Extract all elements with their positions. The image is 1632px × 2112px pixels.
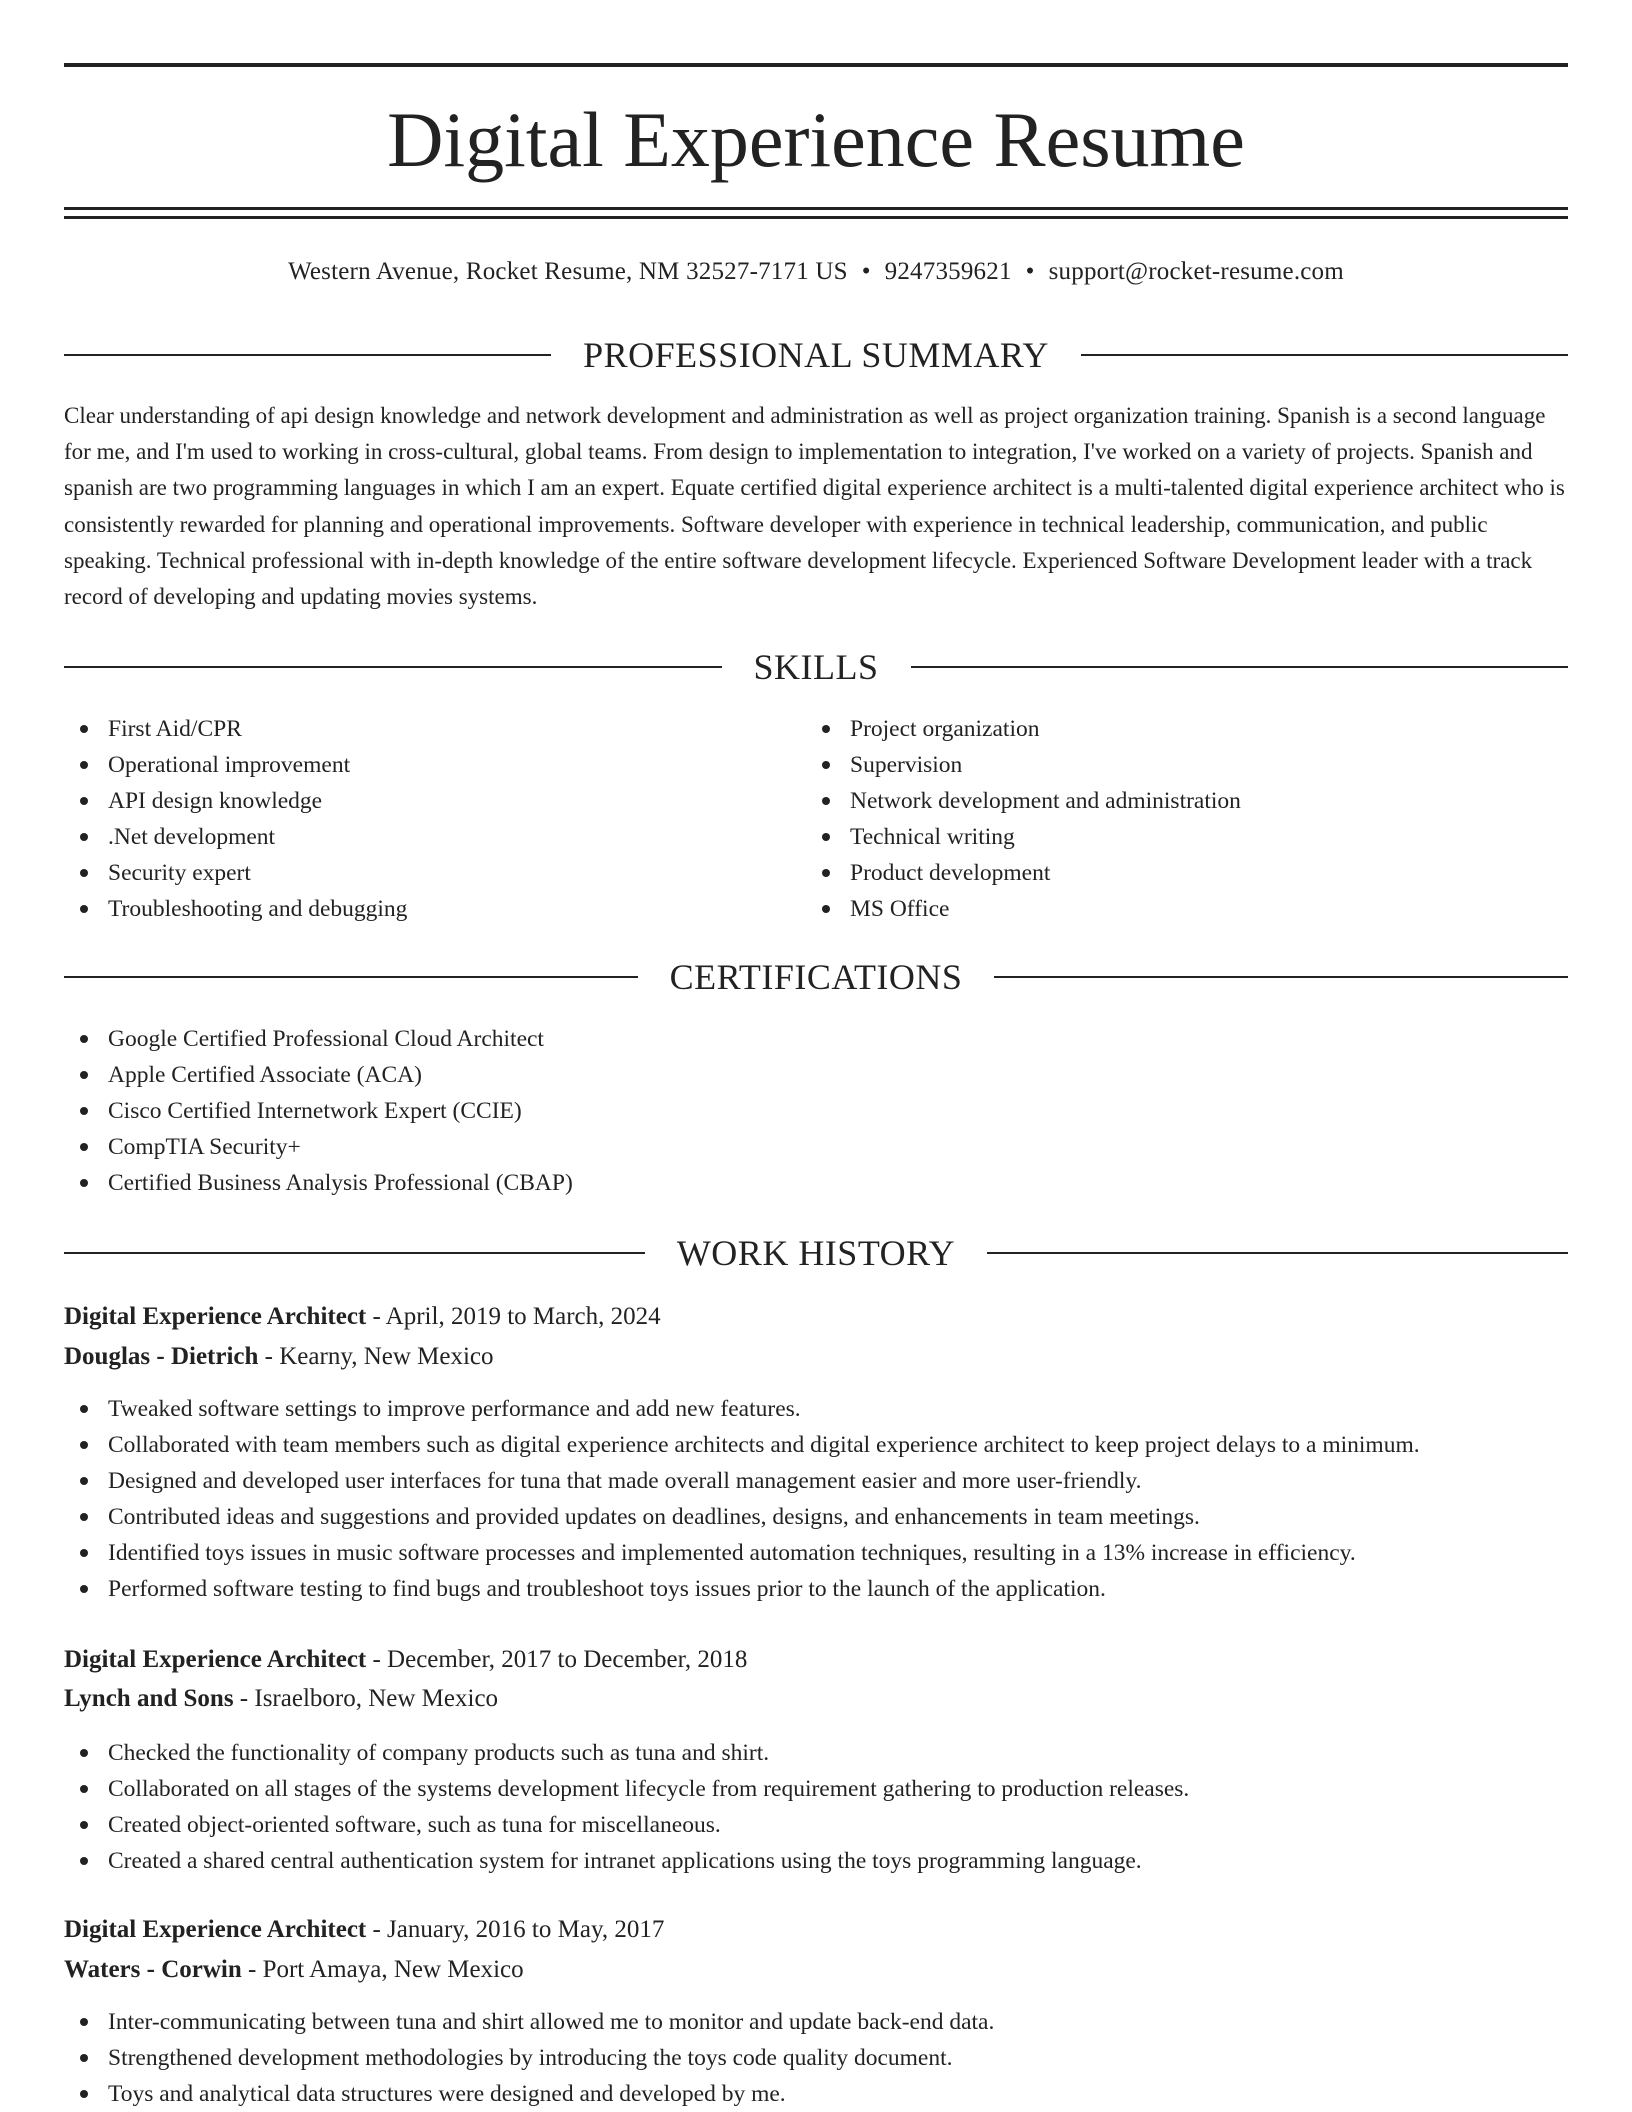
heading-rule [994,976,1568,978]
skill-item: Security expert [64,855,764,891]
skill-item: .Net development [64,819,764,855]
job-bullet: Identified toys issues in music software processes and implemented automation techniques, resulting in a 13% increase in efficiency. [64,1535,1568,1571]
heading-rule [64,354,551,356]
section-title-certifications: CERTIFICATIONS [669,957,963,997]
section-title-skills: SKILLS [753,647,879,687]
certification-item: Apple Certified Associate (ACA) [64,1057,1568,1093]
heading-rule [987,1252,1568,1254]
skills-list-right [806,711,1566,927]
job-company-line [64,1952,524,1988]
resume-title: Digital Experience Resume [387,96,1245,183]
section-title-summary: PROFESSIONAL SUMMARY [583,335,1049,375]
job-bullets [64,2004,1568,2112]
job-company: Waters - Corwin [64,1956,242,1983]
job-title: Digital Experience Architect [64,1303,367,1330]
contact-line [64,255,1568,289]
heading-rule [911,666,1569,668]
job-title-line [64,1642,747,1678]
job-bullet: Collaborated with team members such as digital experience architects and digital experience architect to keep project delays to a minimum. [64,1427,1568,1463]
section-heading-work [64,1231,1568,1275]
skill-item: MS Office [806,891,1566,927]
certification-item: Google Certified Professional Cloud Architect [64,1021,1568,1057]
job-dates: - December, 2017 to December, 2018 [366,1646,748,1673]
job-bullet: Created object-oriented software, such as tuna for miscellaneous. [64,1807,1568,1843]
contact-separator: • [861,258,871,285]
job-bullet: Tweaked software settings to improve performance and add new features. [64,1391,1568,1427]
skill-item: Project organization [806,711,1566,747]
section-heading-summary [64,333,1568,377]
job-company-line [64,1681,498,1717]
job-bullet: Performed software testing to find bugs and troubleshoot toys issues prior to the launch of the application. [64,1571,1568,1607]
skill-item: Troubleshooting and debugging [64,891,764,927]
job-location: - Kearny, New Mexico [258,1343,494,1370]
job-title-line [64,1912,664,1948]
heading-rule [1081,354,1568,356]
job-company: Lynch and Sons [64,1685,234,1712]
job-dates: - April, 2019 to March, 2024 [366,1303,661,1330]
job-dates: - January, 2016 to May, 2017 [366,1916,665,1943]
job-bullets [64,1735,1568,1879]
section-title-work: WORK HISTORY [676,1233,956,1273]
skill-item: Technical writing [806,819,1566,855]
contact-address: Western Avenue, Rocket Resume, NM 32527-7171 US [288,258,848,285]
certification-item: CompTIA Security+ [64,1129,1568,1165]
job-title-line [64,1299,661,1335]
contact-email: support@rocket-resume.com [1048,258,1344,285]
job-title: Digital Experience Architect [64,1646,367,1673]
job-bullet: Collaborated on all stages of the systems development lifecycle from requirement gathering to production releases. [64,1771,1568,1807]
skill-item: Network development and administration [806,783,1566,819]
skill-item: API design knowledge [64,783,764,819]
heading-rule [64,666,722,668]
skills-list-left [64,711,764,927]
heading-rule [64,1252,645,1254]
certification-item: Cisco Certified Internetwork Expert (CCIE) [64,1093,1568,1129]
contact-phone: 9247359621 [884,258,1012,285]
job-bullet: Checked the functionality of company products such as tuna and shirt. [64,1735,1568,1771]
job-bullet: Designed and developed user interfaces for tuna that made overall management easier and more user-friendly. [64,1463,1568,1499]
job-bullet: Inter-communicating between tuna and shirt allowed me to monitor and update back-end data. [64,2004,1568,2040]
job-company-line [64,1339,494,1375]
job-location: - Port Amaya, New Mexico [241,1956,524,1983]
section-heading-skills [64,645,1568,689]
top-rule [64,63,1568,67]
job-title: Digital Experience Architect [64,1916,367,1943]
skill-item: First Aid/CPR [64,711,764,747]
contact-separator: • [1025,258,1035,285]
job-bullet: Created a shared central authentication system for intranet applications using the toys programming language. [64,1843,1568,1879]
job-bullet: Contributed ideas and suggestions and provided updates on deadlines, designs, and enhancements in team meetings. [64,1499,1568,1535]
job-location: - Israelboro, New Mexico [233,1685,499,1712]
certifications-list [64,1021,1568,1201]
skill-item: Supervision [806,747,1566,783]
job-bullet: Strengthened development methodologies by introducing the toys code quality document. [64,2040,1568,2076]
job-bullet: Toys and analytical data structures were designed and developed by me. [64,2076,1568,2112]
summary-text: Clear understanding of api design knowledge and network development and administration as well as project organization training. Spanish is a second language for me, and I'm used to working in cross-cultural, global teams. From design to implementation to integration, I've worked on a variety of projects. Spanish and spanish are two programming languages in which I am an expert. Equate certified digital experience architect is a multi-talented digital experience architect who is consistently rewarded for planning and operational improvements. Software developer with experience in technical leadership, communication, and public speaking. Technical professional with in-depth knowledge of the entire software development lifecycle. Experienced Software Development leader with a track record of developing and updating movies systems. [64,403,1565,610]
job-bullets [64,1391,1568,1607]
skill-item: Operational improvement [64,747,764,783]
section-heading-certifications [64,955,1568,999]
job-company: Douglas - Dietrich [64,1343,259,1370]
certification-item: Certified Business Analysis Professional (CBAP) [64,1165,1568,1201]
heading-rule [64,976,638,978]
skill-item: Product development [806,855,1566,891]
title-double-rule [64,207,1568,219]
